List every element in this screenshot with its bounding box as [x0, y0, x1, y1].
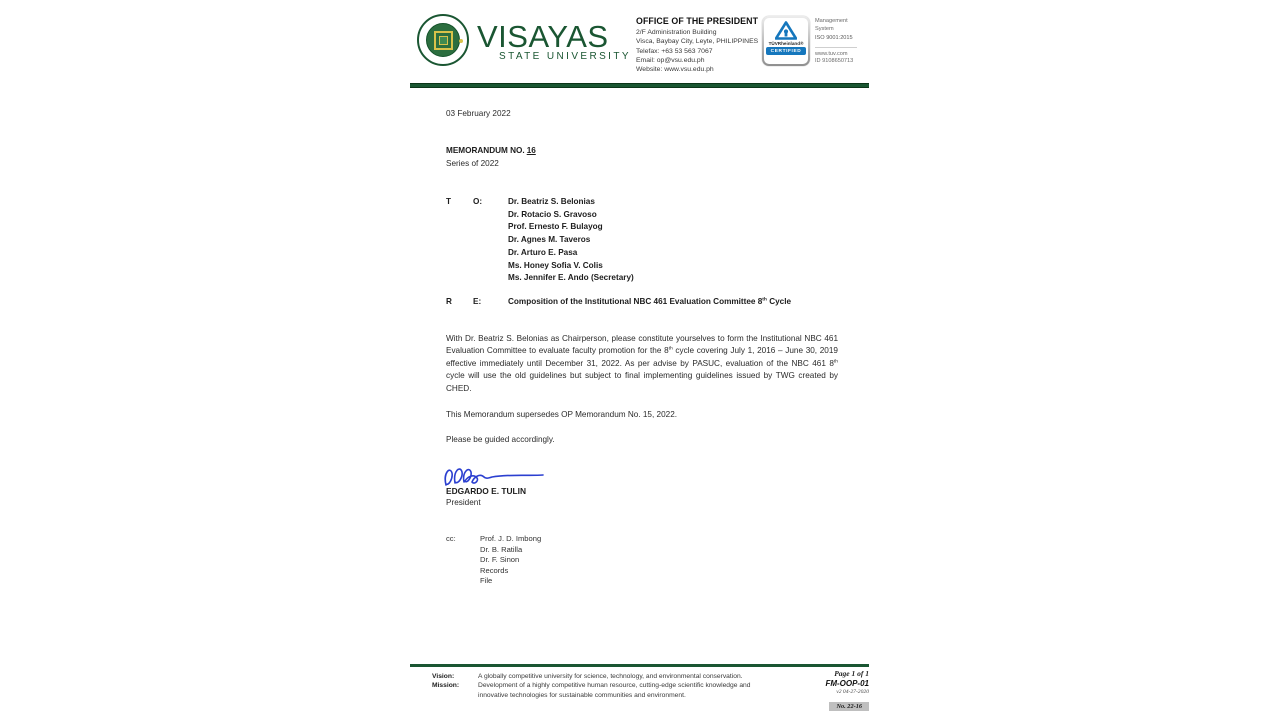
re-label-e: E:	[473, 297, 482, 306]
office-email: Email: op@vsu.edu.ph	[636, 56, 705, 64]
to-recipients	[508, 196, 634, 285]
memo-date: 03 February 2022	[446, 109, 511, 118]
footer-divider-rule	[410, 664, 869, 667]
office-website: Website: www.vsu.edu.ph	[636, 66, 714, 74]
signatory-title: President	[446, 498, 481, 507]
cc-block	[446, 534, 541, 587]
recipient-line: Dr. Agnes M. Taveros	[508, 235, 591, 245]
to-label-o: O:	[473, 197, 483, 206]
to-block	[446, 196, 634, 285]
body-paragraph-1: With Dr. Beatriz S. Belonias as Chairperson, please constitute yourselves to form the Institutional NBC 461 Evaluation Committee to evaluate faculty promotion for the 8th cycle covering July 1, 2016 – June 30, 2019 effective immediately until December 31, 2022. As per advise by PASUC, evaluation of the NBC 461 8th cycle will use the old guidelines but subject to final implementing guidelines issued by TWG created by CHED.	[446, 334, 838, 393]
mission-text: Development of a highly competitive human resource, cutting-edge scientific knowledge and innovative technologies for sustainable communities and environment.	[478, 682, 751, 699]
memo-page	[410, 0, 869, 720]
seal-gold-dot	[459, 39, 463, 43]
recipient-line: Ms. Jennifer E. Ando (Secretary)	[508, 273, 634, 283]
footer-vision-mission	[432, 672, 754, 700]
recipient-line: Prof. Ernesto F. Bulayog	[508, 222, 603, 232]
memo-number-value: 16	[526, 146, 536, 155]
to-label-t: T	[446, 197, 452, 206]
university-name: VISAYAS	[477, 19, 609, 54]
tuv-system-line2: System	[815, 25, 834, 32]
office-title: OFFICE OF THE PRESIDENT	[636, 16, 759, 26]
seal-emblem	[434, 31, 453, 50]
recipient-line: Dr. Arturo E. Pasa	[508, 247, 578, 257]
tuv-mark	[762, 16, 810, 66]
office-contact-block	[636, 16, 761, 74]
signatory-name: EDGARDO E. TULIN	[446, 486, 527, 496]
cc-line: Dr. B. Ratilla	[480, 544, 523, 554]
footer-document-control	[749, 669, 869, 713]
form-code: FM-OOP-01	[825, 679, 869, 688]
memo-number-line	[446, 146, 536, 155]
form-version: v2 04-27-2020	[836, 689, 869, 695]
tuv-url: www.tuv.com	[815, 50, 848, 57]
tuv-brand-label: TÜVRheinland®	[768, 41, 804, 46]
tuv-certified-label: CERTIFIED	[766, 47, 807, 55]
office-telefax: Telefax: +63 53 563 7067	[636, 47, 713, 55]
document-number-badge: No. 22-16	[829, 702, 869, 711]
office-address-2: Visca, Baybay City, Leyte, PHILIPPINES	[636, 38, 759, 46]
tuv-certification-badge	[762, 16, 858, 67]
vision-text: A globally competitive university for science, technology, and environmental conservation.	[478, 673, 743, 680]
body-paragraph-2: This Memorandum supersedes OP Memorandum No. 15, 2022.	[446, 410, 678, 419]
body-paragraph-3: Please be guided accordingly.	[446, 435, 555, 444]
header-divider-rule	[410, 83, 869, 88]
re-subject: Composition of the Institutional NBC 461 Evaluation Committee 8th Cycle	[508, 297, 792, 306]
tuv-standard: ISO 9001:2015	[815, 35, 853, 41]
recipient-line: Ms. Honey Sofia V. Colis	[508, 260, 603, 270]
re-block	[446, 296, 791, 309]
tuv-id: ID 9108650713	[815, 58, 854, 64]
cc-line: Prof. J. D. Imbong	[480, 534, 542, 543]
university-seal	[417, 14, 469, 66]
tuv-triangle-icon	[775, 21, 797, 40]
tuv-info-block	[815, 16, 857, 67]
vision-label: Vision:	[432, 673, 455, 680]
page-info: Page 1 of 1	[834, 669, 869, 678]
office-address-1: 2/F Administration Building	[636, 29, 717, 36]
tuv-system-line1: Management	[815, 18, 848, 24]
university-wordmark	[477, 19, 631, 62]
cc-line: File	[480, 576, 493, 586]
memo-series: Series of 2022	[446, 159, 499, 168]
mission-label: Mission:	[432, 682, 460, 690]
university-subtitle: STATE UNIVERSITY	[499, 51, 631, 62]
cc-label: cc:	[446, 534, 456, 543]
memo-number-label: MEMORANDUM NO.	[446, 146, 525, 155]
cc-line: Dr. F. Sinon	[480, 555, 520, 565]
recipient-line: Dr. Rotacio S. Gravoso	[508, 209, 597, 219]
cc-line: Records	[480, 565, 509, 575]
recipient-line: Dr. Beatriz S. Belonias	[508, 197, 595, 206]
re-label-r: R	[446, 297, 452, 306]
cc-list	[480, 534, 541, 587]
